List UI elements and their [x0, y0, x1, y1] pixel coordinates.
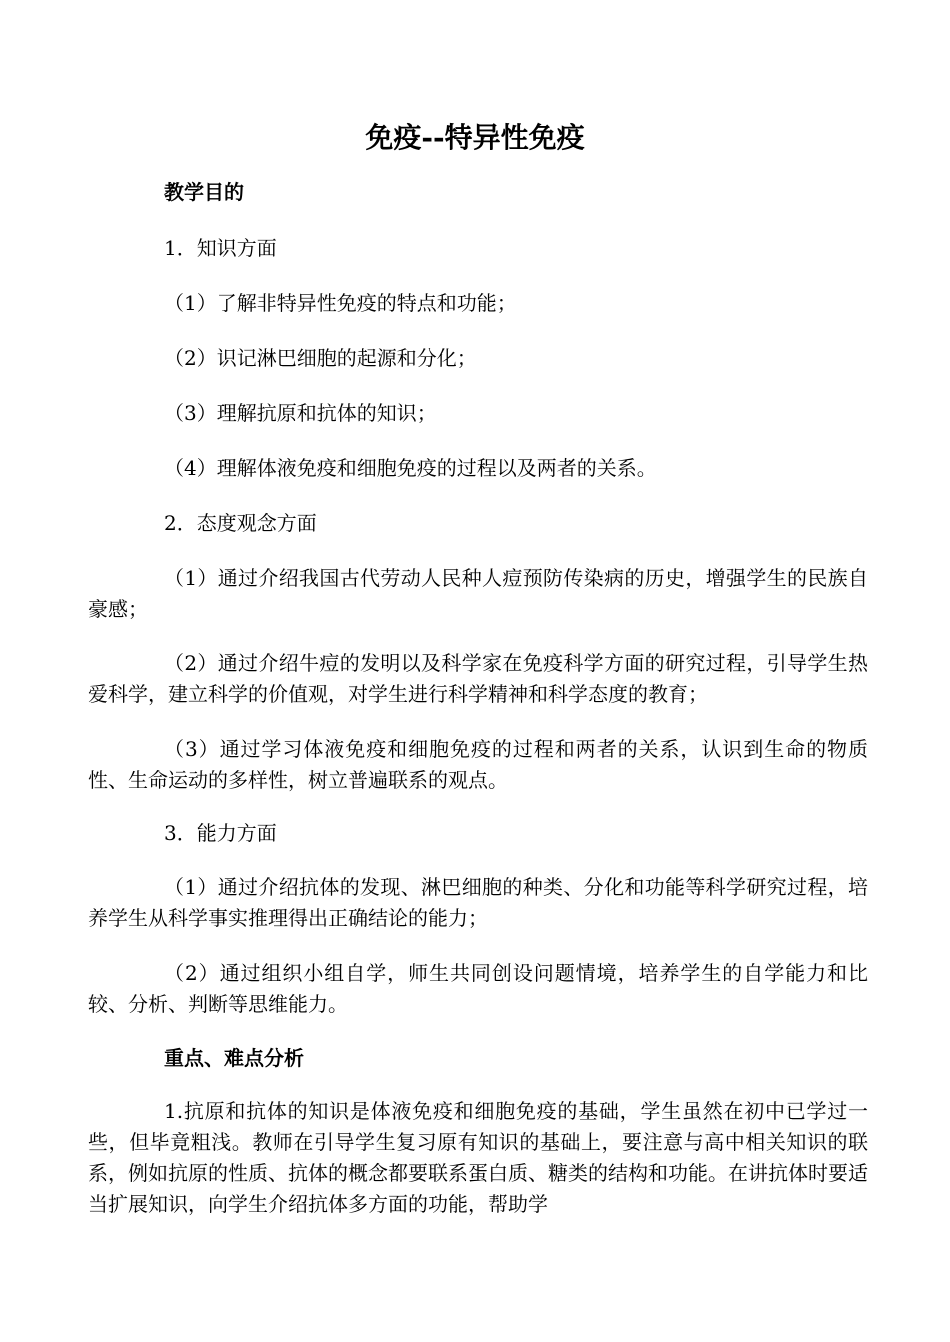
knowledge-heading: 1．知识方面: [164, 236, 277, 260]
attitude-item-2: （2）通过介绍牛痘的发明以及科学家在免疫科学方面的研究过程，引导学生热爱科学，建立科学的价值观，对学生进行科学精神和科学态度的教育；: [88, 651, 868, 706]
attitude-item-3: （3）通过学习体液免疫和细胞免疫的过程和两者的关系，认识到生命的物质性、生命运动的多样性，树立普遍联系的观点。: [88, 737, 868, 792]
knowledge-item-1: （1）了解非特异性免疫的特点和功能；: [164, 291, 517, 315]
ability-item-2: （2）通过组织小组自学，师生共同创设问题情境，培养学生的自学能力和比较、分析、判断等思维能力。: [88, 961, 868, 1016]
attitude-heading: 2．态度观念方面: [164, 511, 317, 535]
document-title: 免疫--特异性免疫: [365, 121, 585, 154]
knowledge-item-4: （4）理解体液免疫和细胞免疫的过程以及两者的关系。: [164, 456, 657, 480]
key-points-heading: 重点、难点分析: [164, 1046, 304, 1070]
knowledge-item-3: （3）理解抗原和抗体的知识；: [164, 401, 437, 425]
ability-item-1: （1）通过介绍抗体的发现、淋巴细胞的种类、分化和功能等科学研究过程，培养学生从科学事实推理得出正确结论的能力；: [88, 875, 868, 930]
ability-heading: 3．能力方面: [164, 821, 277, 845]
objectives-heading: 教学目的: [164, 180, 244, 204]
knowledge-item-2: （2）识记淋巴细胞的起源和分化；: [164, 346, 477, 370]
key-points-paragraph: 1.抗原和抗体的知识是体液免疫和细胞免疫的基础，学生虽然在初中已学过一些，但毕竟粗浅。教师在引导学生复习原有知识的基础上，要注意与高中相关知识的联系，例如抗原的性质、抗体的概念都要联系蛋白质、糖类的结构和功能。在讲抗体时要适当扩展知识，向学生介绍抗体多方面的功能，帮助学: [88, 1099, 868, 1216]
attitude-item-1: （1）通过介绍我国古代劳动人民种人痘预防传染病的历史，增强学生的民族自豪感；: [88, 566, 868, 621]
